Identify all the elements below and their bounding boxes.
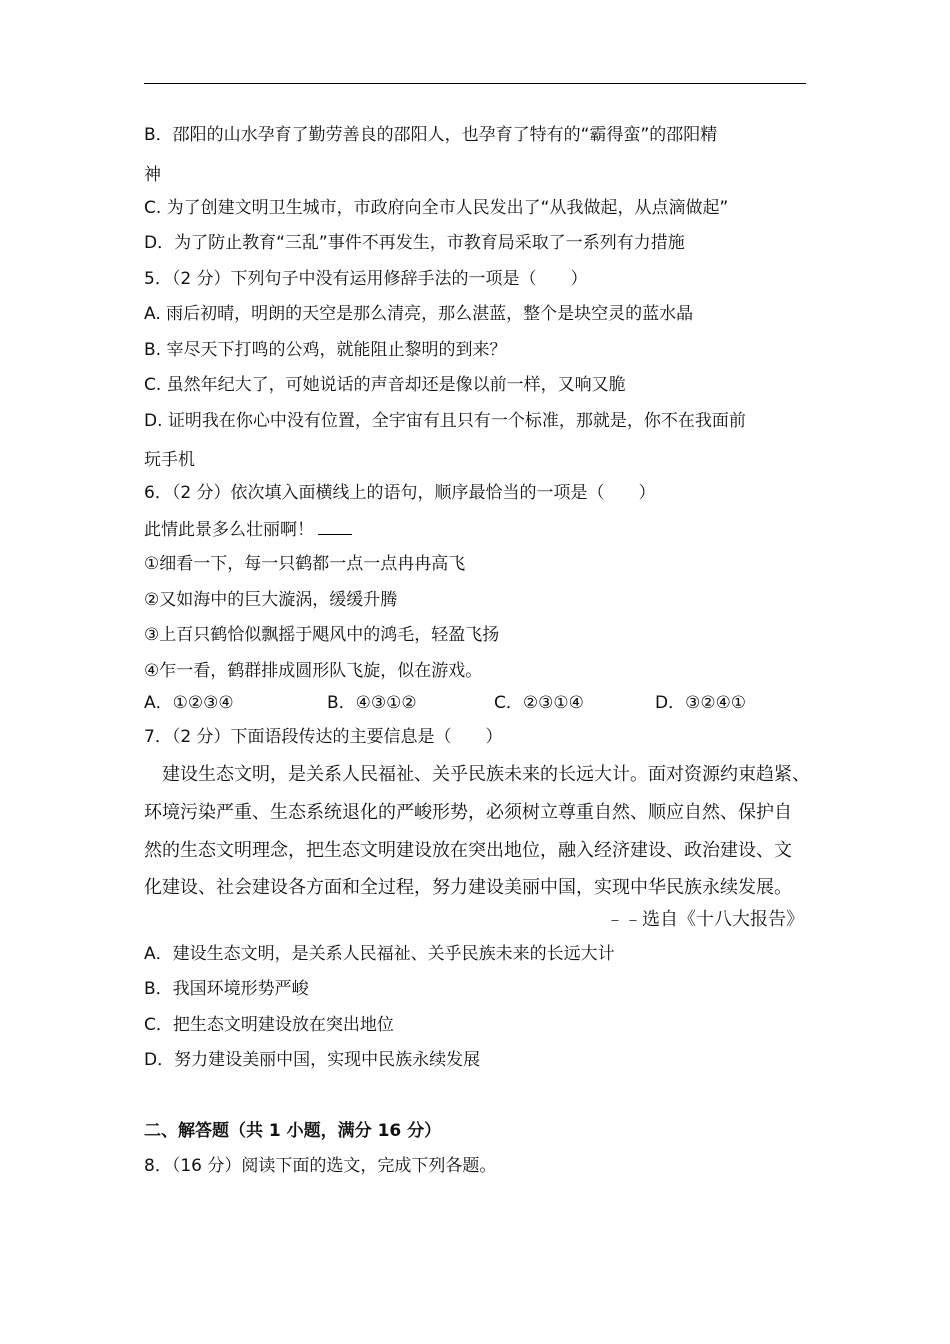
q7-option-d: D．努力建设美丽中国，实现中民族永续发展 bbox=[144, 1050, 481, 1070]
q6-stem: 6．（2 分）依次填入面横线上的语句，顺序最恰当的一项是（ ） bbox=[144, 483, 656, 503]
q6-sentence-4: ④乍一看，鹤群排成圆形队飞旋，似在游戏。 bbox=[144, 661, 483, 681]
q7-passage-line4: 化建设、社会建设各方面和全过程，努力建设美丽中国，实现中华民族永续发展。 bbox=[144, 877, 792, 898]
q5-stem: 5．（2 分）下列句子中没有运用修辞手法的一项是（ ） bbox=[144, 269, 588, 289]
q7-passage-line3: 然的生态文明理念，把生态文明建设放在突出地位，融入经济建设、政治建设、文 bbox=[144, 840, 792, 861]
q8-stem: 8．（16 分）阅读下面的选文，完成下列各题。 bbox=[144, 1156, 497, 1176]
q7-stem: 7．（2 分）下面语段传达的主要信息是（ ） bbox=[144, 727, 503, 747]
q4-option-d: D．为了防止教育“三乱”事件不再发生，市教育局采取了一系列有力措施 bbox=[144, 233, 685, 253]
q5-option-b: B. 宰尽天下打鸣的公鸡，就能阻止黎明的到来？ bbox=[144, 340, 507, 360]
fill-blank bbox=[318, 518, 352, 535]
q6-sentence-2: ②又如海中的巨大漩涡，缓缓升腾 bbox=[144, 590, 398, 610]
q4-option-b-line1: B．邵阳的山水孕育了勤劳善良的邵阳人，也孕育了特有的“霸得蛮”的邵阳精 bbox=[144, 125, 718, 145]
q6-sentence-3: ③上百只鹤恰似飘摇于飓风中的鸿毛，轻盈飞扬 bbox=[144, 625, 500, 645]
q5-option-d-line2: 玩手机 bbox=[144, 450, 195, 470]
q7-source: ﹣﹣选自《十八大报告》 bbox=[606, 909, 804, 930]
q6-option-a: A．①②③④ bbox=[144, 693, 234, 713]
q7-passage-line1: 建设生态文明，是关系人民福祉、关乎民族未来的长远大计。面对资源约束趋紧、 bbox=[162, 764, 810, 785]
q5-option-a: A. 雨后初晴，明朗的天空是那么清亮，那么湛蓝，整个是块空灵的蓝水晶 bbox=[144, 304, 694, 324]
q7-option-b: B．我国环境形势严峻 bbox=[144, 979, 309, 999]
q6-option-d: D．③②④① bbox=[655, 693, 747, 713]
header-rule bbox=[144, 83, 806, 84]
q4-option-c: C. 为了创建文明卫生城市，市政府向全市人民发出了“从我做起，从点滴做起” bbox=[144, 198, 729, 218]
section-heading: 二、解答题（共 1 小题，满分 16 分） bbox=[144, 1121, 442, 1141]
q6-prompt-line bbox=[144, 518, 352, 541]
q7-option-a: A．建设生态文明，是关系人民福祉、关乎民族未来的长远大计 bbox=[144, 944, 615, 964]
q4-option-b-line2: 神 bbox=[144, 165, 161, 185]
q6-sentence-1: ①细看一下，每一只鹤都一点一点冉冉高飞 bbox=[144, 554, 466, 574]
q7-passage-line2: 环境污染严重、生态系统退化的严峻形势，必须树立尊重自然、顺应自然、保护自 bbox=[144, 802, 792, 823]
q6-option-c: C．②③①④ bbox=[494, 693, 584, 713]
q6-option-b: B．④③①② bbox=[327, 693, 417, 713]
q5-option-d-line1: D. 证明我在你心中没有位置，全宇宙有且只有一个标准，那就是，你不在我面前 bbox=[144, 411, 746, 431]
q7-option-c: C．把生态文明建设放在突出地位 bbox=[144, 1015, 394, 1035]
q5-option-c: C. 虽然年纪大了，可她说话的声音却还是像以前一样，又响又脆 bbox=[144, 375, 626, 395]
q6-prompt: 此情此景多么壮丽啊！ bbox=[144, 520, 314, 540]
